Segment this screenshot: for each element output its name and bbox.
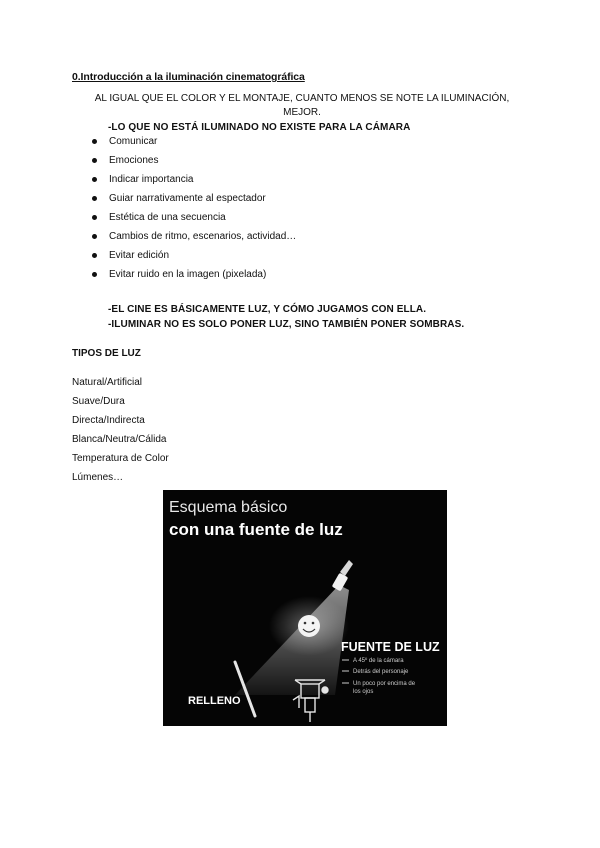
intro-paragraph xyxy=(72,92,532,120)
document-title: 0.Introducción a la iluminación cinematográfica xyxy=(72,71,305,83)
note-2: Detrás del personaje xyxy=(353,669,409,675)
note-3-continued: los ojos xyxy=(353,689,374,695)
bullet-dot-icon xyxy=(92,234,97,239)
list-item: Lúmenes… xyxy=(72,472,124,483)
intro-line-2: MEJOR. xyxy=(283,107,321,118)
purpose-list xyxy=(92,136,296,288)
lighting-diagram-svg xyxy=(163,490,447,726)
list-item: Emociones xyxy=(92,155,296,174)
source-label: FUENTE DE LUZ xyxy=(341,640,440,654)
light-types-list xyxy=(72,377,169,491)
bullet-dot-icon xyxy=(92,196,97,201)
list-item: Natural/Artificial xyxy=(72,377,143,388)
statement-shadows: -ILUMINAR NO ES SOLO PONER LUZ, SINO TAMBIÉN PONER SOMBRAS. xyxy=(108,319,465,330)
bullet-dot-icon xyxy=(92,139,97,144)
list-item: Evitar ruido en la imagen (pixelada) xyxy=(92,269,296,288)
note-1: A 45º de la cámara xyxy=(353,658,404,664)
lighting-diagram-figure xyxy=(163,490,447,726)
list-item: Blanca/Neutra/Cálida xyxy=(72,434,167,445)
bullet-dot-icon xyxy=(92,272,97,277)
figure-title-line-1: Esquema básico xyxy=(169,499,288,516)
list-item: Suave/Dura xyxy=(72,396,125,407)
figure-title-line-2: con una fuente de luz xyxy=(169,520,343,539)
types-heading: TIPOS DE LUZ xyxy=(72,348,141,359)
list-item: Estética de una secuencia xyxy=(92,212,296,231)
list-item: Cambios de ritmo, escenarios, actividad… xyxy=(92,231,296,250)
bullet-dot-icon xyxy=(92,158,97,163)
fill-label: RELLENO xyxy=(188,695,241,707)
note-3: Un poco por encima de xyxy=(353,681,416,687)
list-item: Temperatura de Color xyxy=(72,453,169,464)
intro-line-1: AL IGUAL QUE EL COLOR Y EL MONTAJE, CUANTO MENOS SE NOTE LA ILUMINACIÓN, xyxy=(94,93,510,104)
statement-unlit: -LO QUE NO ESTÁ ILUMINADO NO EXISTE PARA LA CÁMARA xyxy=(108,122,411,133)
subject-face-icon xyxy=(298,615,320,637)
list-item: Guiar narrativamente al espectador xyxy=(92,193,296,212)
list-item: Comunicar xyxy=(92,136,296,155)
statement-cinema-light: -EL CINE ES BÁSICAMENTE LUZ, Y CÓMO JUGAMOS CON ELLA. xyxy=(108,304,427,315)
bullet-dot-icon xyxy=(92,253,97,258)
list-item: Evitar edición xyxy=(92,250,296,269)
list-item: Directa/Indirecta xyxy=(72,415,145,426)
bullet-dot-icon xyxy=(92,177,97,182)
list-item: Indicar importancia xyxy=(92,174,296,193)
bullet-dot-icon xyxy=(92,215,97,220)
